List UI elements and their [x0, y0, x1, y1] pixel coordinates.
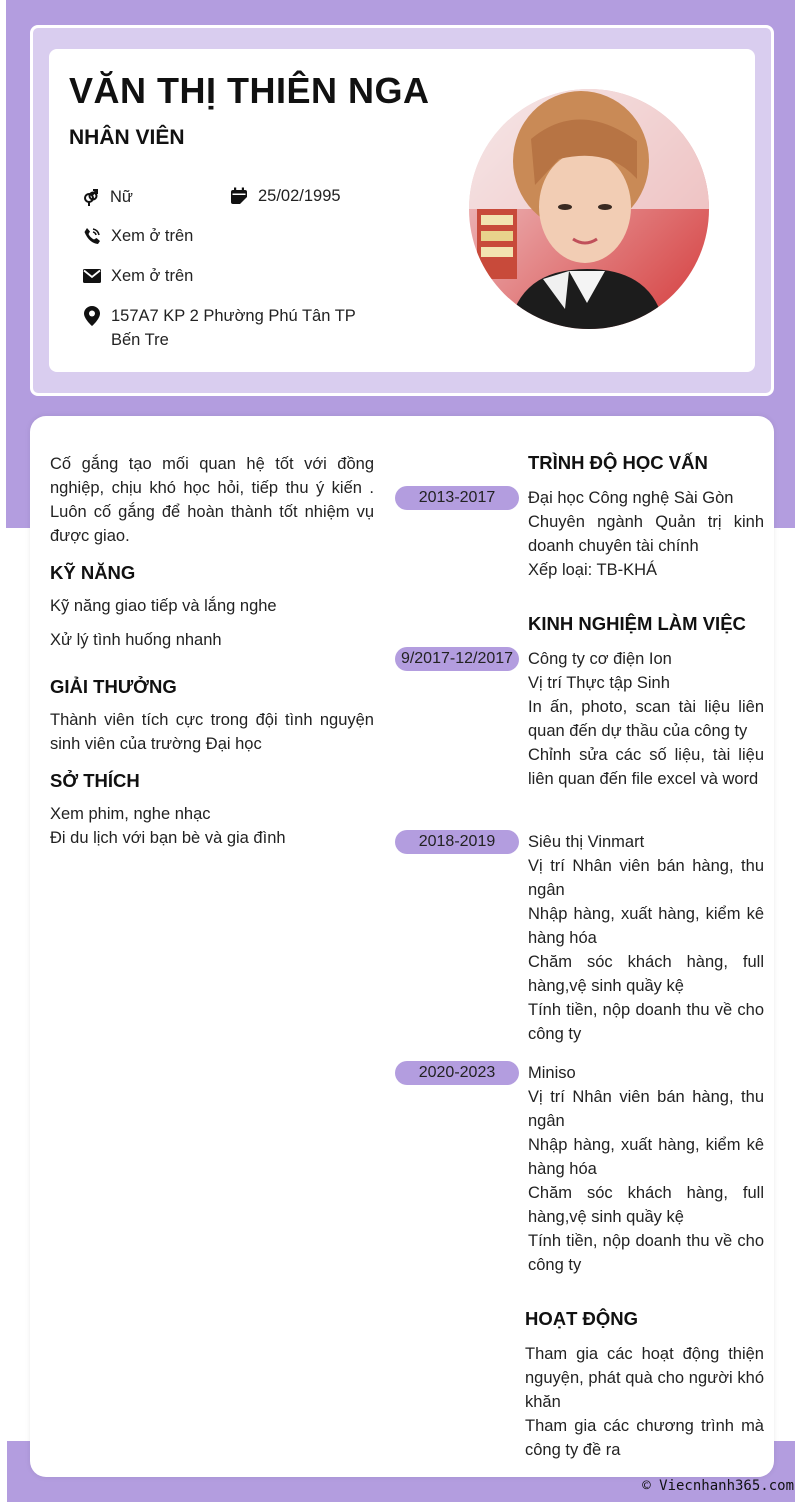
phone-row: [83, 224, 193, 248]
job-task: Chăm sóc khách hàng, full hàng,vệ sinh quầy kệ: [528, 953, 764, 995]
education-grade: Xếp loại: TB-KHÁ: [528, 561, 658, 579]
hobby-item: Đi du lịch với bạn bè và gia đình: [50, 829, 286, 847]
awards-title: GIẢI THƯỞNG: [50, 676, 177, 697]
calendar-icon: [230, 184, 248, 208]
job-role: Vị trí Nhân viên bán hàng, thu ngân: [528, 1088, 764, 1130]
gender-icon: [82, 185, 100, 209]
job-period: 2020-2023: [395, 1061, 519, 1085]
experience-title: KINH NGHIỆM LÀM VIỆC: [528, 613, 746, 634]
phone-icon: [83, 224, 101, 248]
email-row: [83, 264, 193, 288]
gender-value: Nữ: [110, 188, 133, 206]
hobbies-title: SỞ THÍCH: [50, 770, 140, 791]
address-value: 157A7 KP 2 Phường Phú Tân TP Bến Tre: [111, 307, 356, 349]
job-task: Nhập hàng, xuất hàng, kiểm kê hàng hóa: [528, 905, 764, 947]
job-period: 2018-2019: [395, 830, 519, 854]
job-task: Chỉnh sửa các số liệu, tài liệu liên quan đến file excel và word: [528, 746, 764, 788]
skills-title: KỸ NĂNG: [50, 562, 136, 583]
candidate-position: NHÂN VIÊN: [69, 126, 185, 149]
avatar: [469, 89, 709, 329]
email-value: Xem ở trên: [111, 267, 194, 285]
job-role: Vị trí Nhân viên bán hàng, thu ngân: [528, 857, 764, 899]
about-text: Cố gắng tạo mối quan hệ tốt với đồng nghiệp, chịu khó học hỏi, tiếp thu ý kiến . Luôn cố gắng để hoàn thành tốt nhiệm vụ được giao.: [50, 455, 374, 545]
hobby-item: Xem phim, nghe nhạc: [50, 805, 211, 823]
education-period: 2013-2017: [395, 486, 519, 510]
job-task: Chăm sóc khách hàng, full hàng,vệ sinh quầy kệ: [528, 1184, 764, 1226]
job-company: Công ty cơ điện Ion: [528, 650, 672, 668]
job-company: Siêu thị Vinmart: [528, 833, 645, 851]
job-task: Tính tiền, nộp doanh thu về cho công ty: [528, 1001, 764, 1043]
awards-text: Thành viên tích cực trong đội tình nguyện sinh viên của trường Đại học: [50, 711, 374, 753]
activities-title: HOẠT ĐỘNG: [525, 1308, 639, 1329]
phone-value: Xem ở trên: [111, 227, 194, 245]
job-period: 9/2017-12/2017: [395, 647, 519, 671]
location-icon: [83, 304, 101, 328]
email-icon: [83, 264, 101, 288]
footer-watermark: © Viecnhanh365.com: [642, 1478, 794, 1494]
skill-item: Kỹ năng giao tiếp và lắng nghe: [50, 597, 277, 615]
gender-row: [82, 185, 133, 209]
skill-item: Xử lý tình huống nhanh: [50, 631, 222, 649]
education-title: TRÌNH ĐỘ HỌC VẤN: [528, 452, 708, 473]
job-task: Nhập hàng, xuất hàng, kiểm kê hàng hóa: [528, 1136, 764, 1178]
birthdate-value: 25/02/1995: [258, 187, 341, 205]
job-role: Vị trí Thực tập Sinh: [528, 674, 670, 692]
birthdate-row: [230, 184, 341, 208]
education-major: Chuyên ngành Quản trị kinh doanh chuyên tài chính: [528, 513, 764, 555]
activity-item: Tham gia các hoạt động thiện nguyện, phát quà cho người khó khăn: [525, 1345, 764, 1411]
candidate-name: VĂN THỊ THIÊN NGA: [69, 70, 430, 111]
activity-item: Tham gia các chương trình mà công ty đề ra: [525, 1417, 764, 1459]
job-task: In ấn, photo, scan tài liệu liên quan đến dự thầu của công ty: [528, 698, 764, 740]
address-row: [83, 304, 373, 352]
education-school: Đại học Công nghệ Sài Gòn: [528, 489, 734, 507]
job-company: Miniso: [528, 1064, 576, 1082]
job-task: Tính tiền, nộp doanh thu về cho công ty: [528, 1232, 764, 1274]
